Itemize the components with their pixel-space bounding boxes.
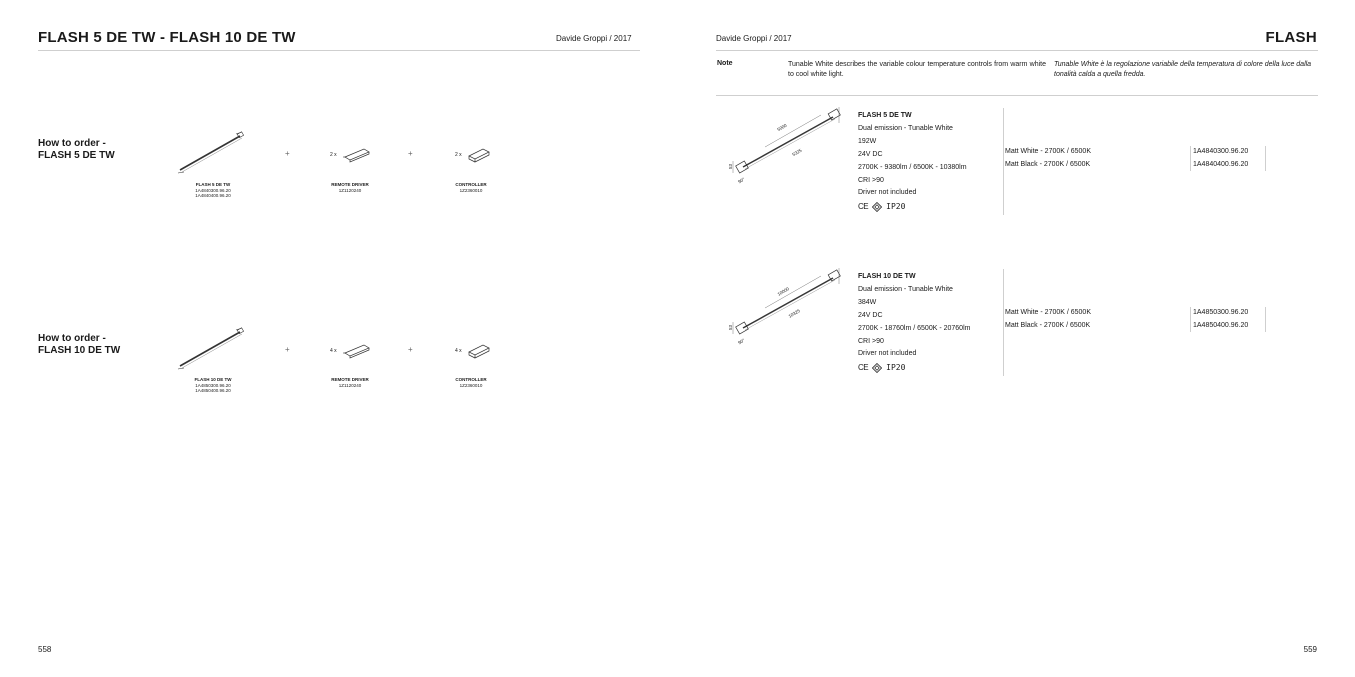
ip-rating: IP20 bbox=[886, 201, 906, 211]
variant-code: 1A4850400.96.20 bbox=[1193, 321, 1249, 329]
header-divider bbox=[716, 50, 1318, 51]
variant-code: 1A4840300.96.20 bbox=[1193, 148, 1249, 155]
variant-finish: Matt Black - 2700K / 6500K bbox=[1005, 160, 1091, 168]
dimension-angle: 90° bbox=[737, 337, 746, 346]
fixture-caption: FLASH 10 DE TW 1A4850300.96.20 1A4850400.96.20 bbox=[194, 377, 232, 393]
variant-codes bbox=[1193, 307, 1248, 333]
product-power: 192W bbox=[858, 137, 877, 145]
product-flux: 2700K - 9380lm / 6500K - 10380lm bbox=[858, 163, 967, 171]
product-cri: CRI >90 bbox=[858, 176, 884, 184]
note-label: Note bbox=[717, 60, 733, 67]
product-emission: Dual emission - Tunable White bbox=[858, 285, 953, 293]
variant-code: 1A4850300.96.20 bbox=[1193, 309, 1249, 316]
variant-finishes bbox=[1005, 307, 1091, 333]
driver-quantity: 4 x bbox=[330, 348, 337, 354]
header-divider bbox=[38, 50, 640, 51]
dimension-height: 53 bbox=[728, 163, 734, 170]
page-title: FLASH 5 DE TW - FLASH 10 DE TW bbox=[38, 29, 296, 46]
dimension-total-length: 5325 bbox=[791, 147, 803, 158]
product-name: FLASH 5 DE TW bbox=[858, 112, 912, 119]
certification-marks bbox=[858, 200, 1003, 214]
page-number: 559 bbox=[1303, 645, 1317, 654]
product-voltage: 24V DC bbox=[858, 311, 883, 319]
product-specs bbox=[858, 271, 1003, 375]
page-number: 558 bbox=[38, 645, 52, 654]
dimension-angle: 90° bbox=[737, 176, 746, 185]
column-divider bbox=[1003, 108, 1004, 215]
product-specs bbox=[858, 110, 1003, 214]
note-italian: Tunable White è la regolazione variabile della temperatura di colore della luce dalla tonalità calda a quella fredda. bbox=[1054, 61, 1312, 78]
designer-credit: Davide Groppi / 2017 bbox=[716, 34, 792, 43]
ip-rating: IP20 bbox=[886, 362, 906, 372]
plus-sign: + bbox=[285, 345, 290, 354]
designer-credit: Davide Groppi / 2017 bbox=[556, 34, 632, 43]
variant-finish: Matt White - 2700K / 6500K bbox=[1005, 309, 1091, 316]
product-driver-note: Driver not included bbox=[858, 189, 917, 197]
product-driver-note: Driver not included bbox=[858, 350, 917, 358]
note-divider bbox=[716, 95, 1318, 96]
safety-diamond-icon bbox=[872, 202, 882, 212]
ce-mark: CE bbox=[858, 201, 869, 211]
product-dimension-drawing bbox=[725, 266, 855, 351]
controller-drawing bbox=[466, 144, 492, 164]
code-divider bbox=[1190, 307, 1191, 332]
driver-caption: REMOTE DRIVER 1Z1120240 bbox=[331, 377, 369, 388]
controller-quantity: 4 x bbox=[455, 348, 462, 354]
fixture-caption: FLASH 5 DE TW 1A4840300.96.20 1A4840400.96.20 bbox=[195, 182, 231, 198]
code-divider bbox=[1265, 307, 1266, 332]
driver-drawing bbox=[342, 145, 372, 163]
product-emission: Dual emission - Tunable White bbox=[858, 124, 953, 132]
variant-code: 1A4840400.96.20 bbox=[1193, 160, 1249, 168]
certification-marks bbox=[858, 361, 1003, 375]
variant-codes bbox=[1193, 146, 1248, 172]
plus-sign: + bbox=[285, 149, 290, 158]
code-divider bbox=[1190, 146, 1191, 171]
variant-finish: Matt White - 2700K / 6500K bbox=[1005, 148, 1091, 155]
dimension-height: 53 bbox=[728, 324, 734, 331]
note-english: Tunable White describes the variable colour temperature controls from warm white to cool white light. bbox=[788, 61, 1046, 78]
plus-sign: + bbox=[408, 149, 413, 158]
fixture-drawing bbox=[176, 326, 248, 372]
product-power: 384W bbox=[858, 298, 877, 306]
safety-diamond-icon bbox=[872, 363, 882, 373]
product-cri: CRI >90 bbox=[858, 337, 884, 345]
how-to-order-label: How to order - FLASH 5 DE TW bbox=[38, 138, 115, 161]
dimension-length: 5000 bbox=[776, 122, 788, 133]
controller-quantity: 2 x bbox=[455, 152, 462, 158]
driver-drawing bbox=[342, 341, 372, 359]
ce-mark: CE bbox=[858, 362, 869, 372]
product-flux: 2700K - 18760lm / 6500K - 20760lm bbox=[858, 324, 971, 332]
controller-drawing bbox=[466, 340, 492, 360]
dimension-total-length: 10325 bbox=[787, 308, 801, 319]
dimension-length: 10000 bbox=[776, 286, 790, 297]
plus-sign: + bbox=[408, 345, 413, 354]
product-name: FLASH 10 DE TW bbox=[858, 273, 916, 280]
product-dimension-drawing bbox=[725, 105, 855, 190]
code-divider bbox=[1265, 146, 1266, 171]
collection-title: FLASH bbox=[1265, 29, 1317, 46]
controller-caption: CONTROLLER 1Z2360010 bbox=[455, 182, 487, 193]
variant-finish: Matt Black - 2700K / 6500K bbox=[1005, 321, 1091, 329]
controller-caption: CONTROLLER 1Z2360010 bbox=[455, 377, 487, 388]
how-to-order-label: How to order - FLASH 10 DE TW bbox=[38, 333, 121, 356]
driver-caption: REMOTE DRIVER 1Z1120240 bbox=[331, 182, 369, 193]
variant-finishes bbox=[1005, 146, 1091, 172]
fixture-drawing bbox=[176, 130, 248, 176]
product-voltage: 24V DC bbox=[858, 150, 883, 158]
column-divider bbox=[1003, 269, 1004, 376]
driver-quantity: 2 x bbox=[330, 152, 337, 158]
